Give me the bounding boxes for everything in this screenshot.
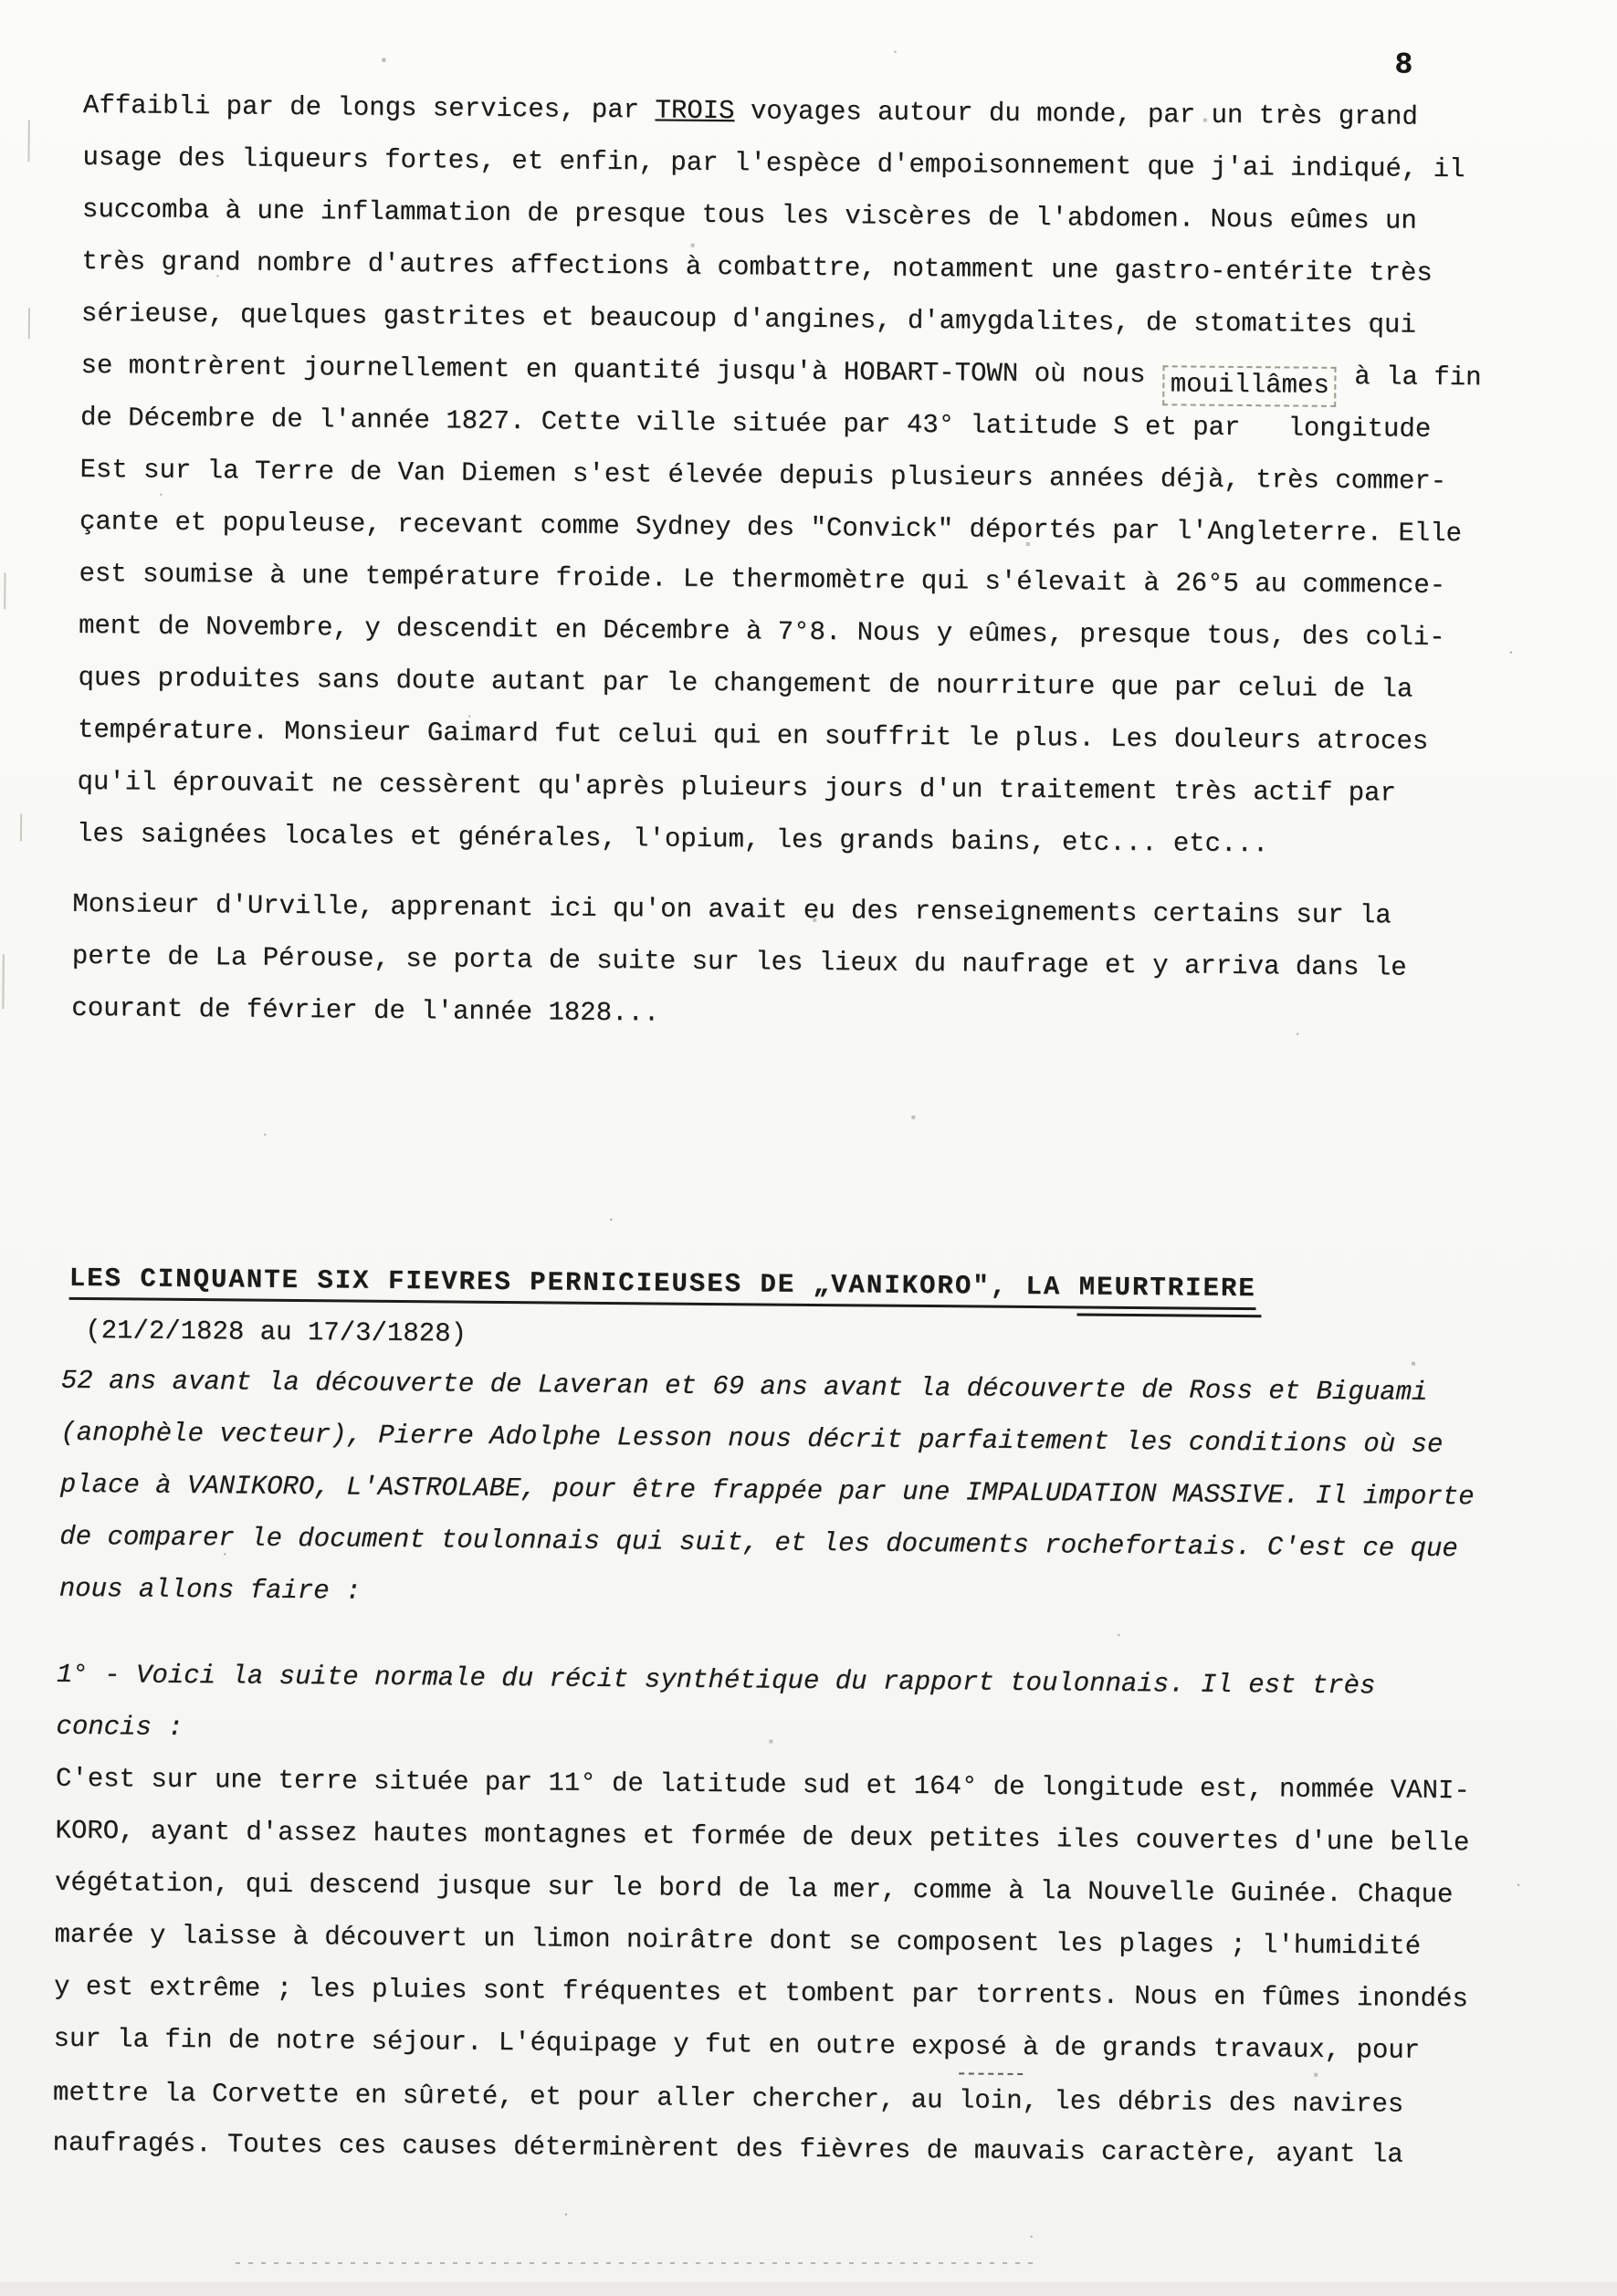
text-line: nous allons faire : bbox=[58, 1573, 362, 1607]
text-line: sérieuse, quelques gastrites et beaucoup d'angines, d'amygdalites, de stomatites qui bbox=[80, 298, 1416, 341]
text-line: Monsieur d'Urville, apprenant ici qu'on avait eu des renseignements certains sur la bbox=[72, 888, 1391, 931]
text-line: de comparer le document toulonnais qui suit, et les documents rochefortais. C'est ce que bbox=[59, 1521, 1458, 1565]
scan-noise bbox=[0, 0, 2, 1]
underlined-word-trois: TROIS bbox=[655, 95, 735, 127]
page-number: 8 bbox=[1394, 47, 1413, 82]
text-segment: mettre la Corvette en sûreté, et pour aller chercher, au bbox=[52, 2077, 960, 2116]
section-heading-block bbox=[68, 1253, 1256, 1367]
text-line: C'est sur une terre située par 11° de latitude sud et 164° de longitude est, nommée VANI- bbox=[55, 1763, 1470, 1807]
paragraph-point1-italic bbox=[56, 1649, 1375, 1765]
text-line: (anophèle vecteur), Pierre Adolphe Lesson nous décrit parfaitement les conditions où se bbox=[60, 1417, 1444, 1460]
text-line: concis : bbox=[56, 1711, 184, 1743]
text-line: de Décembre de l'année 1827. Cette ville située par 43° latitude S et par longitude bbox=[79, 402, 1432, 445]
inserted-word-mouillames: mouillâmes bbox=[1163, 365, 1337, 407]
text-line: sur la fin de notre séjour. L'équipage y fut en outre exposé à de grands travaux, pour bbox=[53, 2023, 1421, 2066]
text-line: 1° - Voici la suite normale du récit synthétique du rapport toulonnais. Il est très bbox=[56, 1659, 1376, 1702]
paragraph-vanikoro-report bbox=[52, 1753, 1470, 2181]
scan-artifact-bottom-line bbox=[236, 2262, 1039, 2264]
text-line: végétation, qui descend jusque sur le bord de la mer, comme à la Nouvelle Guinée. Chaque bbox=[54, 1867, 1454, 1911]
text-line: Est sur la Terre de Van Diemen s'est élevée depuis plusieurs années déjà, très commer- bbox=[79, 454, 1447, 497]
text-line: y est extrême ; les pluies sont fréquentes et tombent par torrents. Nous en fûmes inondés bbox=[53, 1971, 1468, 2015]
text-line: usage des liqueurs fortes, et enfin, par l'espèce d'empoisonnement que j'ai indiqué, il bbox=[82, 142, 1465, 185]
text-line: température. Monsieur Gaimard fut celui qui en souffrit le plus. Les douleurs atroces bbox=[77, 714, 1429, 757]
section-date-range: (21/2/1828 au 17/3/1828) bbox=[85, 1315, 467, 1349]
text-line: KORO, ayant d'assez hautes montagnes et formée de deux petites iles couvertes d'une belle bbox=[55, 1815, 1470, 1859]
paragraph-durville bbox=[71, 878, 1407, 1046]
text-line: place à VANIKORO, L'ASTROLABE, pour être frappée par une IMPALUDATION MASSIVE. Il importe bbox=[59, 1469, 1475, 1513]
text-line: courant de février de l'année 1828... bbox=[71, 992, 660, 1029]
paragraph-hobart bbox=[77, 79, 1484, 872]
text-line: perte de La Pérouse, se porta de suite sur les lieux du naufrage et y arriva dans le bbox=[71, 940, 1407, 983]
scan-artifact bbox=[28, 308, 30, 339]
text-segment: se montrèrent journellement en quantité jusqu'à HOBART-TOWN où nous bbox=[80, 350, 1162, 391]
text-line: 52 ans avant la découverte de Laveran et 69 ans avant la découverte de Ross et Biguami bbox=[60, 1365, 1428, 1408]
text-segment: , les débris des navires bbox=[1022, 2085, 1404, 2120]
double-underlined-word: MEURTRIERE bbox=[1078, 1272, 1256, 1305]
section-title-text bbox=[69, 1263, 1256, 1310]
scan-artifact bbox=[20, 813, 22, 841]
paragraph-intro-italic bbox=[59, 1355, 1475, 1628]
text-line: très grand nombre d'autres affections à combattre, notamment une gastro-entérite très bbox=[81, 246, 1433, 288]
scan-artifact bbox=[4, 572, 5, 609]
text-segment: à la fin bbox=[1338, 361, 1482, 393]
text-line: les saignées locales et générales, l'opium, les grands bains, etc... etc... bbox=[76, 818, 1269, 860]
marked-word-loin: loin bbox=[959, 2072, 1023, 2127]
text-line: naufragés. Toutes ces causes déterminèrent des fièvres de mauvais caractère, ayant la bbox=[52, 2127, 1403, 2170]
text-line: qu'il éprouvait ne cessèrent qu'après pluieurs jours d'un traitement très actif par bbox=[77, 766, 1397, 809]
text-segment: Affaibli par de longs services, par bbox=[82, 89, 656, 126]
text-segment: voyages autour du monde, par un très grand bbox=[734, 96, 1418, 132]
text-line: çante et populeuse, recevant comme Sydney des "Convick" déportés par l'Angleterre. Elle bbox=[79, 506, 1463, 550]
scan-artifact bbox=[27, 120, 29, 162]
text-line: ment de Novembre, y descendit en Décembre à 7°8. Nous y eûmes, presque tous, des coli- bbox=[78, 610, 1445, 653]
text-segment: LES CINQUANTE SIX FIEVRES PERNICIEUSES DE „VANIKORO", LA bbox=[68, 1263, 1079, 1303]
text-line: succomba à une inflammation de presque tous les viscères de l'abdomen. Nous eûmes un bbox=[81, 194, 1417, 236]
scan-artifact bbox=[2, 954, 5, 1009]
text-line: est soumise à une température froide. Le thermomètre qui s'élevait à 26°5 au commence- bbox=[79, 558, 1446, 601]
text-line: marée y laisse à découvert un limon noirâtre dont se composent les plages ; l'humidité bbox=[54, 1919, 1422, 1962]
text-line: ques produites sans doute autant par le changement de nourriture que par celui de la bbox=[78, 662, 1413, 705]
